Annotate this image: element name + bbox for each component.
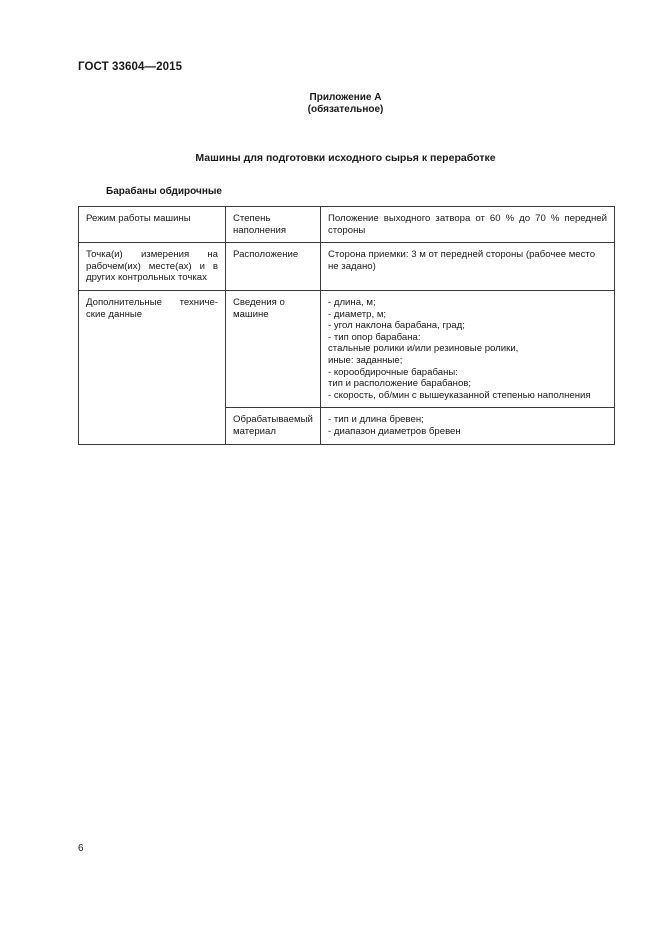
list-item: - тип опор барабана: <box>328 331 421 343</box>
table-cell: Расположение <box>226 243 321 291</box>
table-cell: Положение выходного затвора от 60 % до 70 % передней стороны <box>321 207 615 243</box>
table-cell: Обрабатываемый материал <box>226 408 321 444</box>
table-row <box>79 290 615 407</box>
list-item: тип и расположение барабанов; <box>328 378 472 390</box>
list-item: - угол наклона барабана, град; <box>328 320 465 332</box>
list-item: иные: заданные; <box>328 354 403 366</box>
table-cell: Дополнительные техниче-ские данные <box>79 290 226 444</box>
table-cell: Режим работы машины <box>79 207 226 243</box>
list-item: - корообдирочные барабаны: <box>328 366 458 378</box>
annex-status: (обязательное) <box>307 104 384 115</box>
table-cell: Степень наполнения <box>226 207 321 243</box>
list-item: стальные ролики и/или резиновые ролики, <box>328 343 519 355</box>
list-item: - скорость, об/мин с вышеуказанной степенью наполнения <box>328 389 591 401</box>
table-cell-list <box>321 408 615 444</box>
page-number: 6 <box>78 843 84 854</box>
table-cell-list <box>321 290 615 407</box>
table-cell: Сведения о машине <box>226 290 321 407</box>
list-item: - длина, м; <box>328 296 376 308</box>
list-item: - диаметр, м; <box>328 308 387 320</box>
table-cell: Сторона приемки: 3 м от передней стороны (рабочее место не задано) <box>321 243 615 291</box>
document-code: ГОСТ 33604—2015 <box>78 61 183 73</box>
spec-table <box>78 206 615 445</box>
section-title: Машины для подготовки исходного сырья к переработке <box>195 152 496 164</box>
annex-title: Приложение А <box>309 92 382 103</box>
list-item: - диапазон диаметров бревен <box>328 425 461 437</box>
subsection-title: Барабаны обдирочные <box>106 186 222 197</box>
table-row <box>79 207 615 243</box>
list-item: - тип и длина бревен; <box>328 414 424 426</box>
table-row <box>79 243 615 291</box>
table-cell: Точка(и) измерения на рабочем(их) месте(ах) и в других контрольных точках <box>79 243 226 291</box>
annex-heading <box>0 92 661 116</box>
